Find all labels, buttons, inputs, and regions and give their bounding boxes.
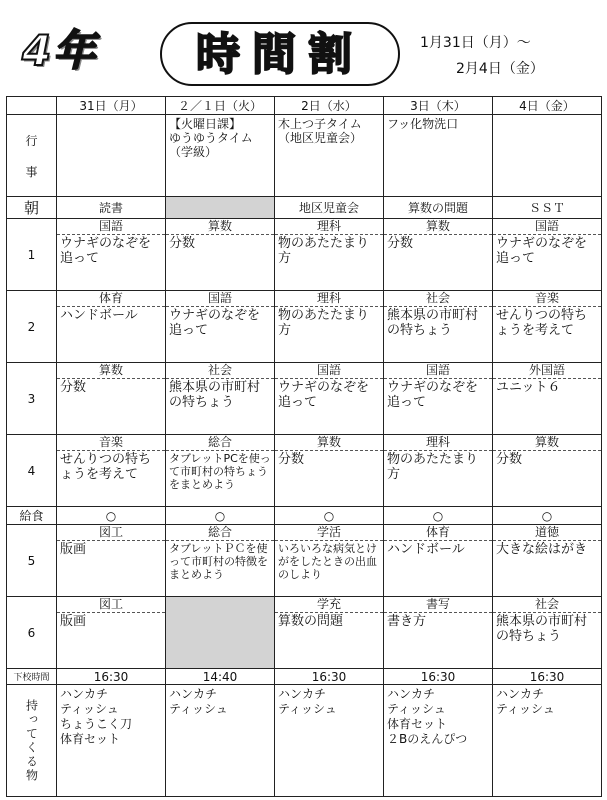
day-header: 3日（木） — [384, 97, 493, 115]
bring-items-row — [7, 685, 602, 797]
dismissal-cell: 16:30 — [57, 669, 166, 685]
period-cell — [384, 363, 493, 435]
lesson-content: 分数 — [387, 236, 414, 251]
bring-items-cell — [384, 685, 493, 797]
period-row — [7, 435, 602, 507]
bring-items-label-text: 持ってくる物 — [24, 698, 39, 783]
dismissal-row — [7, 669, 602, 685]
lunch-cell: ○ — [384, 507, 493, 525]
lesson-content: ウナギのなぞを追って — [169, 308, 261, 338]
day-header-row — [7, 97, 602, 115]
bring-item: ハンカチ — [496, 687, 545, 701]
period-cell — [493, 597, 602, 669]
subject-label: 算数 — [275, 435, 383, 451]
subject-label: 総合 — [166, 435, 274, 451]
bring-items-cell — [493, 685, 602, 797]
dismissal-cell: 16:30 — [275, 669, 384, 685]
period-number: 3 — [7, 363, 57, 435]
morning-cell — [166, 197, 275, 219]
event-text: フッ化物洗口 — [387, 117, 459, 131]
subject-label: 社会 — [384, 291, 492, 307]
period-row — [7, 291, 602, 363]
event-cell — [275, 115, 384, 197]
lesson-content: 算数の問題 — [278, 614, 344, 629]
lesson-content: 版画 — [60, 614, 87, 629]
subject-label: 音楽 — [57, 435, 165, 451]
period-row — [7, 597, 602, 669]
date-range — [420, 30, 544, 82]
period-cell — [57, 363, 166, 435]
lunch-cell: ○ — [57, 507, 166, 525]
subject-label: 図工 — [57, 525, 165, 541]
morning-cell: 算数の問題 — [384, 197, 493, 219]
lesson-content: 熊本県の市町村の特ちょう — [496, 614, 588, 644]
lunch-cell: ○ — [275, 507, 384, 525]
event-cell — [493, 115, 602, 197]
lesson-content: せんりつの特ちょうを考えて — [60, 452, 152, 482]
period-number: 1 — [7, 219, 57, 291]
grade-title: 4年 — [22, 26, 98, 75]
period-cell — [493, 363, 602, 435]
period-cell — [384, 525, 493, 597]
period-cell — [166, 435, 275, 507]
period-cell — [493, 525, 602, 597]
subject-label: 国語 — [57, 219, 165, 235]
bring-item: 体育セット — [387, 717, 448, 731]
lesson-content: 物のあたたまり方 — [278, 236, 370, 266]
dismissal-cell: 16:30 — [493, 669, 602, 685]
bring-item: 体育セット — [60, 732, 121, 746]
period-cell — [166, 219, 275, 291]
lunch-cell: ○ — [493, 507, 602, 525]
day-header: 4日（金） — [493, 97, 602, 115]
period-cell — [384, 435, 493, 507]
period-cell — [275, 219, 384, 291]
morning-cell: 読書 — [57, 197, 166, 219]
lunch-row — [7, 507, 602, 525]
bring-item: ちょうこく刀 — [60, 717, 133, 731]
period-cell — [166, 597, 275, 669]
period-cell — [493, 219, 602, 291]
subject-label: 算数 — [384, 219, 492, 235]
lesson-content: ウナギのなぞを追って — [278, 380, 370, 410]
day-header: ２／１日（火） — [166, 97, 275, 115]
bring-item: ティッシュ — [387, 702, 446, 716]
period-number: 2 — [7, 291, 57, 363]
period-cell — [57, 219, 166, 291]
period-cell — [275, 363, 384, 435]
day-header: 2日（水） — [275, 97, 384, 115]
morning-row — [7, 197, 602, 219]
corner-cell — [7, 97, 57, 115]
bring-item: ティッシュ — [278, 702, 337, 716]
bring-item: ティッシュ — [496, 702, 555, 716]
bring-item: ティッシュ — [169, 702, 228, 716]
lesson-content: ウナギのなぞを追って — [60, 236, 152, 266]
events-label-2: 事 — [25, 164, 38, 179]
lunch-cell: ○ — [166, 507, 275, 525]
period-cell — [57, 525, 166, 597]
morning-cell: ＳＳＴ — [493, 197, 602, 219]
period-row — [7, 219, 602, 291]
bring-items-cell — [57, 685, 166, 797]
period-cell — [275, 597, 384, 669]
morning-cell: 地区児童会 — [275, 197, 384, 219]
timetable — [6, 96, 602, 797]
subject-label: 国語 — [275, 363, 383, 379]
events-label — [7, 115, 57, 197]
date-from: 1月31日（月）～ — [420, 35, 531, 51]
period-cell — [166, 525, 275, 597]
period-cell — [166, 291, 275, 363]
subject-label: 外国語 — [493, 363, 601, 379]
lesson-content: 熊本県の市町村の特ちょう — [387, 308, 479, 338]
subject-label: 体育 — [384, 525, 492, 541]
period-cell — [166, 363, 275, 435]
lesson-content: タブレットＰＣを使って市町村の特徴をまとめよう — [169, 542, 268, 581]
event-cell — [57, 115, 166, 197]
lesson-content: 書き方 — [387, 614, 427, 629]
lesson-content: 大きな絵はがき — [496, 542, 588, 557]
subject-label: 算数 — [57, 363, 165, 379]
period-cell — [275, 291, 384, 363]
lesson-content: 分数 — [496, 452, 523, 467]
period-cell — [57, 291, 166, 363]
subject-label: 国語 — [493, 219, 601, 235]
period-cell — [275, 435, 384, 507]
subject-label: 社会 — [166, 363, 274, 379]
lesson-content: ウナギのなぞを追って — [387, 380, 479, 410]
subject-label: 理科 — [275, 291, 383, 307]
period-number: 5 — [7, 525, 57, 597]
dismissal-label: 下校時間 — [7, 669, 57, 685]
lesson-content: 熊本県の市町村の特ちょう — [169, 380, 261, 410]
lesson-content: 物のあたたまり方 — [387, 452, 479, 482]
events-label-1: 行 — [25, 133, 38, 148]
lesson-content: 分数 — [278, 452, 305, 467]
page-title: 時間割 — [160, 22, 400, 86]
bring-item: ハンカチ — [60, 687, 109, 701]
dismissal-cell: 14:40 — [166, 669, 275, 685]
lesson-content: ウナギのなぞを追って — [496, 236, 588, 266]
subject-label: 国語 — [166, 291, 274, 307]
subject-label — [166, 597, 274, 612]
subject-label: 音楽 — [493, 291, 601, 307]
morning-label: 朝 — [7, 197, 57, 219]
period-cell — [57, 597, 166, 669]
lesson-content — [166, 612, 274, 614]
bring-item: ２Bのえんぴつ — [387, 732, 468, 746]
subject-label: 学活 — [275, 525, 383, 541]
lesson-content: 分数 — [60, 380, 87, 395]
period-row — [7, 363, 602, 435]
period-cell — [493, 435, 602, 507]
subject-label: 図工 — [57, 597, 165, 613]
lesson-content: ハンドボール — [60, 308, 138, 323]
header — [0, 0, 607, 96]
period-cell — [384, 291, 493, 363]
subject-label: 道徳 — [493, 525, 601, 541]
subject-label: 書写 — [384, 597, 492, 613]
lesson-content: ユニット６ — [496, 380, 561, 395]
bring-item: ティッシュ — [60, 702, 119, 716]
subject-label: 理科 — [384, 435, 492, 451]
period-number: 6 — [7, 597, 57, 669]
bring-items-label — [7, 685, 57, 797]
subject-label: 社会 — [493, 597, 601, 613]
subject-label: 算数 — [166, 219, 274, 235]
period-cell — [275, 525, 384, 597]
dismissal-cell: 16:30 — [384, 669, 493, 685]
subject-label: 学充 — [275, 597, 383, 613]
period-cell — [384, 597, 493, 669]
period-cell — [384, 219, 493, 291]
event-cell — [166, 115, 275, 197]
bring-items-cell — [275, 685, 384, 797]
period-number: 4 — [7, 435, 57, 507]
lunch-label: 給食 — [7, 507, 57, 525]
bring-item: ハンカチ — [169, 687, 218, 701]
event-text: 【火曜日課】 ゆうゆうタイム （学級） — [169, 117, 253, 159]
events-row — [7, 115, 602, 197]
lesson-content: 分数 — [169, 236, 196, 251]
subject-label: 体育 — [57, 291, 165, 307]
subject-label: 総合 — [166, 525, 274, 541]
lesson-content: いろいろな病気とけがをしたときの出血のしより — [278, 542, 377, 581]
period-row — [7, 525, 602, 597]
period-cell — [493, 291, 602, 363]
lesson-content: ハンドボール — [387, 542, 465, 557]
event-text: 木上つ子タイム （地区児童会） — [278, 117, 363, 145]
subject-label: 算数 — [493, 435, 601, 451]
event-cell — [384, 115, 493, 197]
lesson-content: 物のあたたまり方 — [278, 308, 370, 338]
subject-label: 理科 — [275, 219, 383, 235]
subject-label: 国語 — [384, 363, 492, 379]
day-header: 31日（月） — [57, 97, 166, 115]
lesson-content: せんりつの特ちょうを考えて — [496, 308, 588, 338]
date-to: 2月4日（金） — [456, 61, 544, 77]
bring-item: ハンカチ — [387, 687, 436, 701]
bring-item: ハンカチ — [278, 687, 327, 701]
period-cell — [57, 435, 166, 507]
lesson-content: 版画 — [60, 542, 87, 557]
bring-items-cell — [166, 685, 275, 797]
lesson-content: タブレットPCを使って市町村の特ちょうをまとめよう — [169, 452, 271, 491]
